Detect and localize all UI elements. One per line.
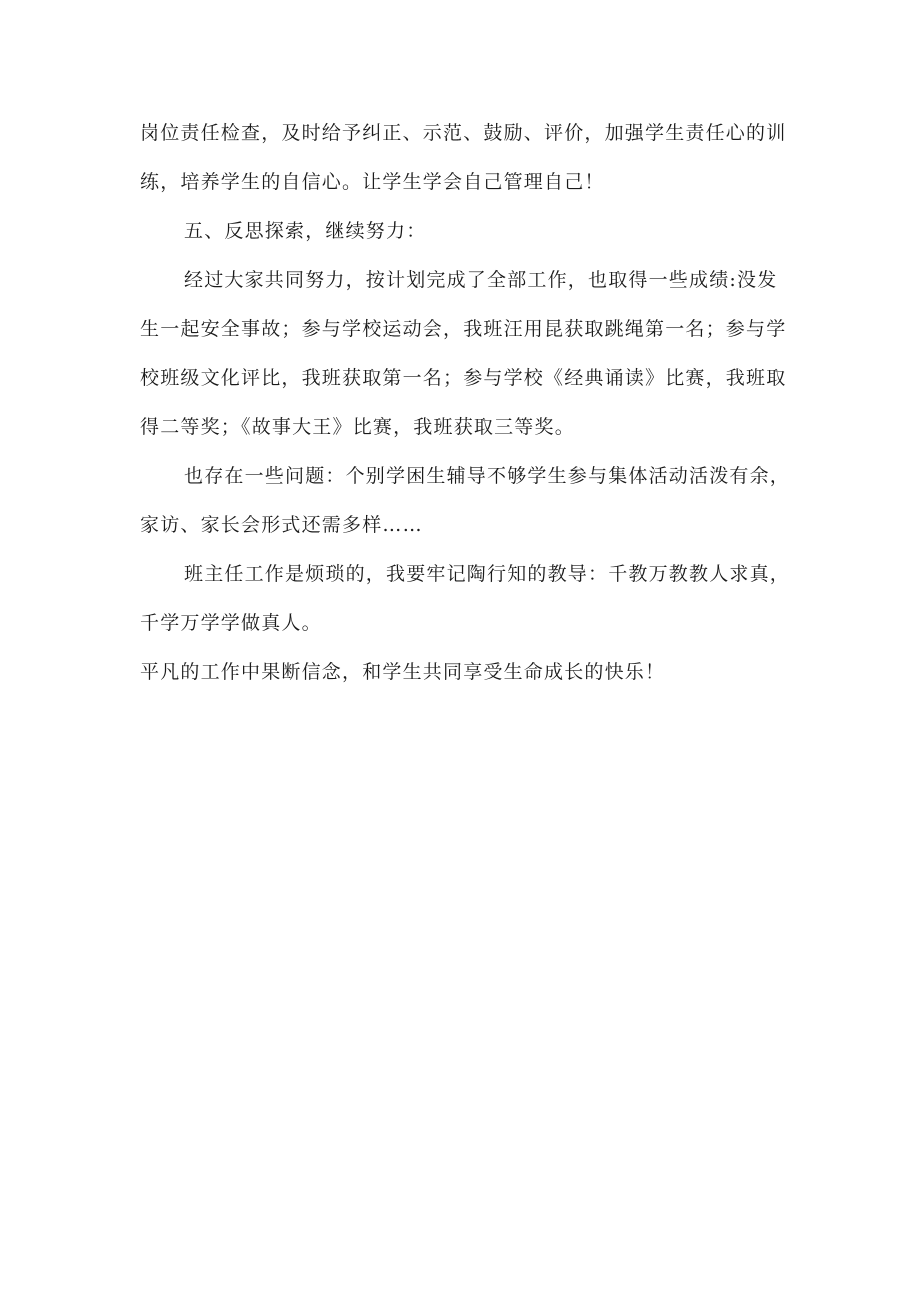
paragraph-line-11: 千学万学学做真人。 (140, 612, 322, 634)
paragraph-line-5: 生一起安全事故；参与学校运动会，我班汪用昆获取跳绳第一名；参与学 (140, 318, 787, 340)
paragraph-line-1: 岗位责任检查，及时给予纠正、示范、鼓励、评价，加强学生责任心的训 (140, 122, 787, 144)
paragraph-line-2: 练，培养学生的自信心。让学生学会自己管理自己！ (140, 171, 605, 193)
section-heading: 五、反思探索，继续努力： (184, 220, 427, 242)
paragraph-line-6: 校班级文化评比，我班获取第一名；参与学校《经典诵读》比赛，我班取 (140, 367, 787, 389)
paragraph-line-10: 班主任工作是烦琐的，我要牢记陶行知的教导：千教万教教人求真， (184, 563, 791, 585)
paragraph-line-9: 家访、家长会形式还需多样…… (140, 514, 423, 536)
paragraph-line-4: 经过大家共同努力，按计划完成了全部工作，也取得一些成绩:没发 (184, 269, 778, 291)
paragraph-line-7: 得二等奖；《故事大王》比赛，我班获取三等奖。 (140, 416, 575, 438)
paragraph-line-8: 也存在一些问题：个别学困生辅导不够学生参与集体活动活泼有余， (184, 465, 791, 487)
paragraph-line-12: 平凡的工作中果断信念，和学生共同享受生命成长的快乐！ (140, 661, 666, 683)
